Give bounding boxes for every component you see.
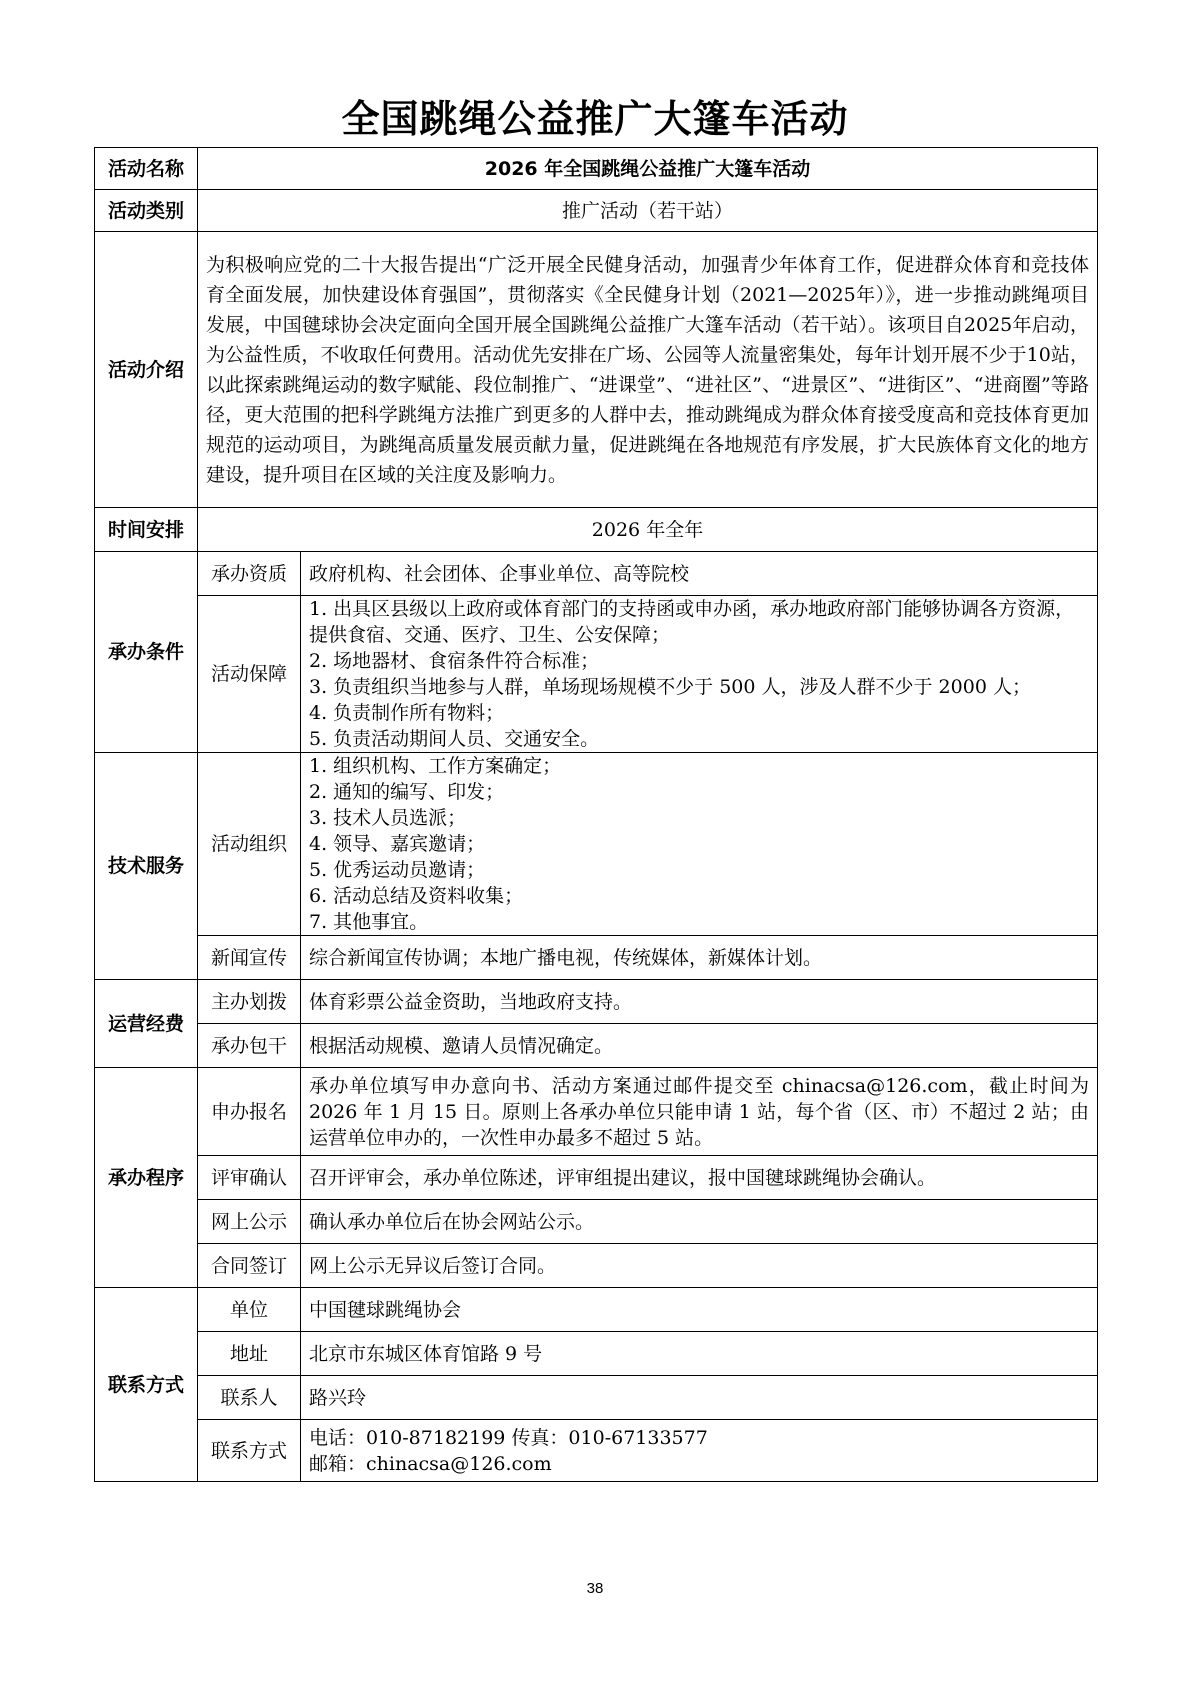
row-host-qualification — [95, 552, 1098, 596]
activity-table — [94, 147, 1098, 1482]
row-publish — [95, 1200, 1098, 1244]
label-news-publicity: 新闻宣传 — [198, 936, 301, 980]
list-item: 1. 出具区县级以上政府或体育部门的支持函或申办函，承办地政府部门能够协调各方资源，提供食宿、交通、医疗、卫生、公安保障； — [309, 598, 1075, 646]
row-activity-guarantee — [95, 596, 1098, 753]
value-news-publicity: 综合新闻宣传协调；本地广播电视，传统媒体，新媒体计划。 — [301, 936, 1098, 980]
value-contact-methods — [301, 1420, 1098, 1482]
label-schedule: 时间安排 — [95, 508, 198, 552]
label-contact: 联系方式 — [95, 1288, 198, 1482]
list-item: 1. 组织机构、工作方案确定； — [309, 755, 562, 777]
value-contract: 网上公示无异议后签订合同。 — [301, 1244, 1098, 1288]
label-publish: 网上公示 — [198, 1200, 301, 1244]
list-item: 4. 领导、嘉宾邀请； — [309, 833, 486, 855]
label-procedure: 承办程序 — [95, 1068, 198, 1288]
row-review — [95, 1156, 1098, 1200]
row-schedule — [95, 508, 1098, 552]
row-activity-category — [95, 190, 1098, 232]
contact-email: 邮箱：chinacsa@126.com — [309, 1452, 552, 1475]
row-activity-intro — [95, 232, 1098, 508]
row-news-publicity — [95, 936, 1098, 980]
value-contact-address: 北京市东城区体育馆路 9 号 — [301, 1332, 1098, 1376]
label-activity-name: 活动名称 — [95, 148, 198, 190]
list-item: 3. 负责组织当地参与人群，单场现场规模不少于 500 人，涉及人群不少于 2000 人； — [309, 676, 1031, 698]
list-item: 2. 通知的编写、印发； — [309, 781, 505, 803]
value-activity-organization — [301, 753, 1098, 936]
row-activity-organization — [95, 753, 1098, 936]
row-apply — [95, 1068, 1098, 1156]
label-funding: 运营经费 — [95, 980, 198, 1068]
label-contact-unit: 单位 — [198, 1288, 301, 1332]
label-contact-methods: 联系方式 — [198, 1420, 301, 1482]
row-contact-person — [95, 1376, 1098, 1420]
label-tech-service: 技术服务 — [95, 753, 198, 980]
organization-list — [309, 753, 1089, 935]
value-review: 召开评审会，承办单位陈述，评审组提出建议，报中国毽球跳绳协会确认。 — [301, 1156, 1098, 1200]
contact-phone: 电话：010-87182199 传真：010-67133577 — [309, 1426, 708, 1449]
list-item: 3. 技术人员选派； — [309, 807, 467, 829]
value-activity-intro: 为积极响应党的二十大报告提出“广泛开展全民健身活动，加强青少年体育工作，促进群众体育和竞技体育全面发展，加快建设体育强国”，贯彻落实《全民健身计划（2021—2025年）》，进一步推动跳绳项目发展，中国毽球协会决定面向全国开展全国跳绳公益推广大篷车活动（若干站）。该项目自2025年启动，为公益性质，不收取任何费用。活动优先安排在广场、公园等人流量密集处，每年计划开展不少于10站，以此探索跳绳运动的数字赋能、段位制推广、“进课堂”、“进社区”、“进景区”、“进街区”、“进商圈”等路径，更大范围的把科学跳绳方法推广到更多的人群中去，推动跳绳成为群众体育接受度高和竞技体育更加规范的运动项目，为跳绳高质量发展贡献力量，促进跳绳在各地规范有序发展，扩大民族体育文化的地方建设，提升项目在区域的关注度及影响力。 — [198, 232, 1098, 508]
value-sponsor-funding: 体育彩票公益金资助，当地政府支持。 — [301, 980, 1098, 1024]
label-activity-category: 活动类别 — [95, 190, 198, 232]
row-activity-name — [95, 148, 1098, 190]
list-item: 2. 场地器材、食宿条件符合标准； — [309, 650, 600, 672]
label-contract: 合同签订 — [198, 1244, 301, 1288]
row-sponsor-funding — [95, 980, 1098, 1024]
label-activity-intro: 活动介绍 — [95, 232, 198, 508]
row-contact-unit — [95, 1288, 1098, 1332]
document-title: 全国跳绳公益推广大篷车活动 — [341, 97, 849, 141]
value-publish: 确认承办单位后在协会网站公示。 — [301, 1200, 1098, 1244]
row-host-funding — [95, 1024, 1098, 1068]
label-apply: 申办报名 — [198, 1068, 301, 1156]
value-schedule: 2026 年全年 — [198, 508, 1098, 552]
guarantee-list — [309, 596, 1089, 752]
label-contact-person: 联系人 — [198, 1376, 301, 1420]
value-contact-unit: 中国毽球跳绳协会 — [301, 1288, 1098, 1332]
label-sponsor-funding: 主办划拨 — [198, 980, 301, 1024]
value-activity-name: 2026 年全国跳绳公益推广大篷车活动 — [198, 148, 1098, 190]
row-contract — [95, 1244, 1098, 1288]
value-host-funding: 根据活动规模、邀请人员情况确定。 — [301, 1024, 1098, 1068]
value-activity-guarantee — [301, 596, 1098, 753]
label-host-conditions: 承办条件 — [95, 552, 198, 753]
list-item: 4. 负责制作所有物料； — [309, 702, 505, 724]
label-review: 评审确认 — [198, 1156, 301, 1200]
label-activity-organization: 活动组织 — [198, 753, 301, 936]
label-host-funding: 承办包干 — [198, 1024, 301, 1068]
list-item: 7. 其他事宜。 — [309, 911, 429, 933]
page-number: 38 — [586, 1580, 604, 1597]
value-contact-person: 路兴玲 — [301, 1376, 1098, 1420]
label-contact-address: 地址 — [198, 1332, 301, 1376]
label-host-qualification: 承办资质 — [198, 552, 301, 596]
list-item: 6. 活动总结及资料收集； — [309, 885, 524, 907]
list-item: 5. 负责活动期间人员、交通安全。 — [309, 728, 600, 750]
value-apply: 承办单位填写申办意向书、活动方案通过邮件提交至 chinacsa@126.com，截止时间为 2026 年 1 月 15 日。原则上各承办单位只能申请 1 站，每个省（区、市）不超过 2 站；由运营单位申办的，一次性申办最多不超过 5 站。 — [301, 1068, 1098, 1156]
row-contact-address — [95, 1332, 1098, 1376]
list-item: 5. 优秀运动员邀请； — [309, 859, 486, 881]
value-host-qualification: 政府机构、社会团体、企事业单位、高等院校 — [301, 552, 1098, 596]
row-contact-methods — [95, 1420, 1098, 1482]
label-activity-guarantee: 活动保障 — [198, 596, 301, 753]
value-activity-category: 推广活动（若干站） — [198, 190, 1098, 232]
